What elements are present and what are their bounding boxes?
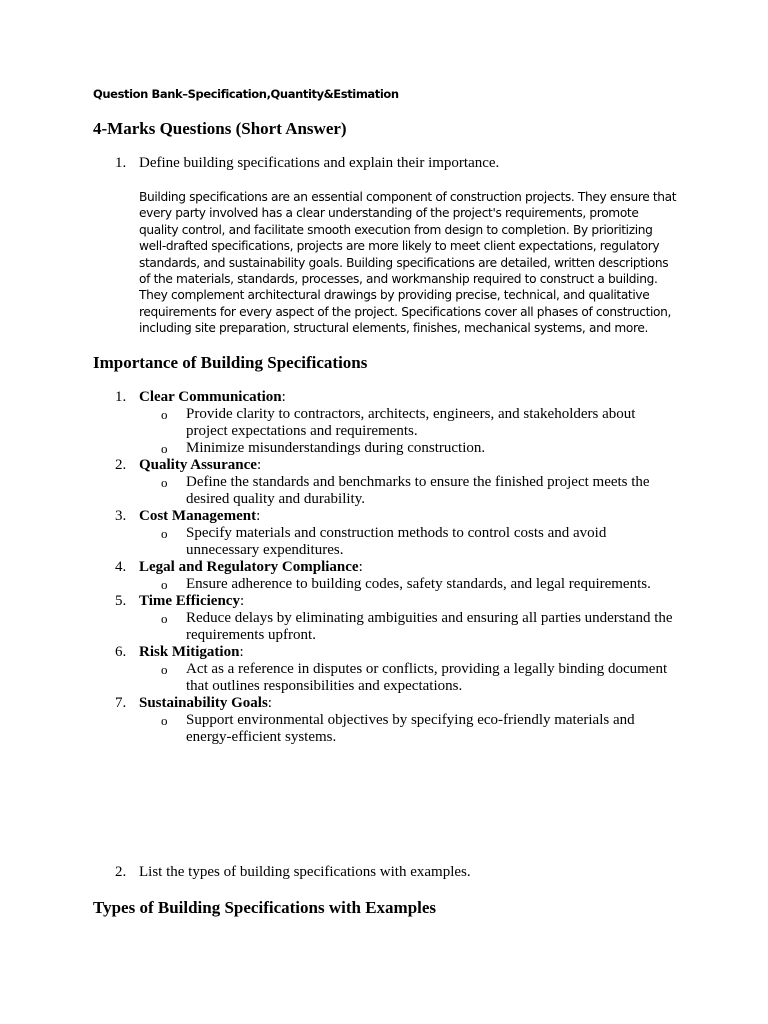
- section-heading-short-answer: 4-Marks Questions (Short Answer): [93, 119, 347, 138]
- importance-item-title: Sustainability Goals: [139, 695, 268, 711]
- bullet-icon: o: [161, 662, 168, 677]
- importance-item-colon: :: [267, 695, 272, 711]
- question-text: List the types of building specifications with examples.: [139, 864, 471, 880]
- importance-point: [161, 661, 675, 695]
- importance-item-number: 1.: [115, 389, 127, 405]
- importance-point-text: Specify materials and construction methods to control costs and avoid unnecessary expenditures.: [186, 525, 607, 558]
- importance-item-heading: [115, 559, 675, 576]
- question-number: 1.: [115, 155, 127, 171]
- importance-item-heading: [115, 644, 675, 661]
- importance-item: [115, 559, 675, 593]
- importance-item: [115, 695, 675, 746]
- importance-item-colon: :: [256, 508, 261, 524]
- question-number: 2.: [115, 864, 127, 880]
- bullet-icon: o: [161, 526, 168, 541]
- importance-item-heading: [115, 508, 675, 525]
- importance-point-text: Define the standards and benchmarks to ensure the finished project meets the desired quality and durability.: [186, 474, 650, 507]
- importance-item: [115, 389, 675, 457]
- question-text: Define building specifications and explain their importance.: [139, 155, 500, 171]
- importance-item-colon: :: [358, 559, 363, 575]
- section-heading-types: Types of Building Specifications with Examples: [93, 898, 437, 917]
- bullet-icon: o: [161, 441, 168, 456]
- bullet-icon: o: [161, 713, 168, 728]
- importance-item-heading: [115, 389, 675, 406]
- importance-point-text: Provide clarity to contractors, architects, engineers, and stakeholders about project expectations and requirements.: [186, 406, 636, 439]
- question-2: [115, 864, 471, 881]
- importance-item-title: Time Efficiency: [139, 593, 240, 609]
- importance-item-heading: [115, 593, 675, 610]
- document-header: Question Bank–Specification,Quantity&Estimation: [93, 87, 399, 101]
- importance-point: [161, 440, 675, 457]
- question-1: [115, 155, 499, 172]
- importance-item-number: 3.: [115, 508, 127, 524]
- importance-point-text: Ensure adherence to building codes, safety standards, and legal requirements.: [186, 576, 651, 592]
- importance-point: [161, 474, 675, 508]
- importance-point-text: Reduce delays by eliminating ambiguities and ensuring all parties understand the requirements upfront.: [186, 610, 673, 643]
- importance-item-title: Clear Communication: [139, 389, 282, 405]
- importance-item-colon: :: [239, 644, 244, 660]
- bullet-icon: o: [161, 577, 168, 592]
- importance-item-number: 2.: [115, 457, 127, 473]
- importance-list: [115, 389, 675, 746]
- section-heading-importance: Importance of Building Specifications: [93, 353, 368, 372]
- importance-point: [161, 610, 675, 644]
- importance-item-title: Risk Mitigation: [139, 644, 240, 660]
- importance-item-heading: [115, 695, 675, 712]
- importance-item-colon: :: [239, 593, 245, 609]
- importance-item: [115, 644, 675, 695]
- answer-paragraph: Building specifications are an essential component of construction projects. They ensure that every party involved has a clear understanding of the project's requirements, promote quality control, and facilitate smooth execution from design to completion. By prioritizing well-drafted specifications, projects are more likely to meet client expectations, regulatory standards, and sustainability goals. Building specifications are detailed, written descriptions of the materials, standards, processes, and workmanship required to construct a building. They complement architectural drawings by providing precise, technical, and qualitative requirements for every aspect of the project. Specifications cover all phases of construction, including site preparation, structural elements, finishes, mechanical systems, and more.: [139, 190, 677, 336]
- importance-item: [115, 457, 675, 508]
- importance-item-number: 4.: [115, 559, 127, 575]
- importance-item: [115, 593, 675, 644]
- importance-item-title: Quality Assurance: [139, 457, 257, 473]
- importance-item-heading: [115, 457, 675, 474]
- importance-item-colon: :: [281, 389, 286, 405]
- importance-point-text: Minimize misunderstandings during construction.: [186, 440, 486, 456]
- importance-item-title: Legal and Regulatory Compliance: [139, 559, 359, 575]
- importance-point: [161, 406, 675, 440]
- importance-item-colon: :: [256, 457, 262, 473]
- bullet-icon: o: [161, 407, 168, 422]
- importance-point: [161, 576, 675, 593]
- importance-point-text: Act as a reference in disputes or conflicts, providing a legally binding document that outlines responsibilities and expectations.: [186, 661, 668, 694]
- importance-item-number: 7.: [115, 695, 127, 711]
- importance-point-text: Support environmental objectives by specifying eco-friendly materials and energy-efficient systems.: [186, 712, 635, 745]
- importance-item-number: 6.: [115, 644, 127, 660]
- importance-item: [115, 508, 675, 559]
- importance-point: [161, 525, 675, 559]
- bullet-icon: o: [161, 611, 168, 626]
- importance-point: [161, 712, 675, 746]
- importance-item-number: 5.: [115, 593, 127, 609]
- importance-item-title: Cost Management: [139, 508, 257, 524]
- bullet-icon: o: [161, 475, 168, 490]
